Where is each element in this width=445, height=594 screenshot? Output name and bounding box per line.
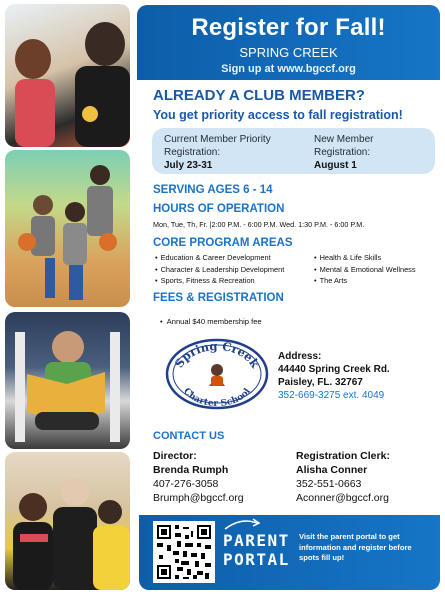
- clerk-email[interactable]: Aconner@bgccf.org: [296, 492, 389, 504]
- photo-staff-group: [5, 452, 130, 590]
- current-dates: July 23-31: [164, 160, 213, 171]
- program-item: • The Arts: [314, 275, 416, 287]
- qr-code-icon[interactable]: [153, 521, 215, 583]
- program-item: • Character & Leadership Development: [155, 264, 284, 276]
- programs-heading: CORE PROGRAM AREAS: [153, 237, 293, 249]
- director-name: Brenda Rumph: [153, 464, 229, 476]
- photo-kids-basketball: [5, 150, 130, 307]
- current-label-line2: Registration:: [164, 147, 221, 158]
- new-label-line2: Registration:: [314, 147, 371, 158]
- spring-creek-logo: [165, 338, 269, 410]
- header-banner: [137, 5, 440, 80]
- director-contact: [153, 449, 244, 505]
- portal-word-parent: PARENT: [223, 531, 290, 550]
- parent-portal-label: [223, 531, 290, 569]
- location-name: SPRING CREEK: [239, 45, 338, 60]
- current-member-registration: [164, 133, 271, 172]
- parent-portal-banner[interactable]: [139, 515, 440, 590]
- new-dates: August 1: [314, 160, 357, 171]
- priority-subheading: You get priority access to fall registration!: [153, 108, 403, 122]
- ages-heading: SERVING AGES 6 - 14: [153, 184, 273, 196]
- program-list-right: [314, 252, 416, 287]
- registration-dates-box: [152, 128, 435, 174]
- program-item: • Health & Life Skills: [314, 252, 416, 264]
- logo-bottom-text: Charter School: [181, 386, 253, 410]
- address-street: 44440 Spring Creek Rd.: [278, 364, 390, 375]
- address-block: [278, 350, 390, 402]
- address-phone[interactable]: 352-669-3275 ext. 4049: [278, 390, 385, 401]
- program-list-left: [155, 252, 284, 287]
- program-item: • Sports, Fitness & Recreation: [155, 275, 284, 287]
- fee-item: • Annual $40 membership fee: [160, 317, 262, 326]
- address-label: Address:: [278, 351, 322, 362]
- portal-word-portal: PORTAL: [223, 550, 290, 569]
- hours-heading: HOURS OF OPERATION: [153, 203, 285, 215]
- hours-text: Mon, Tue, Th, Fr. |2:00 P.M. - 6:00 P.M. Wed. 1:30 P.M. - 6:00 P.M.: [153, 220, 365, 229]
- current-label-line1: Current Member Priority: [164, 134, 271, 145]
- member-heading: ALREADY A CLUB MEMBER?: [153, 87, 365, 104]
- clerk-role: Registration Clerk:: [296, 450, 390, 462]
- portal-instructions: Visit the parent portal to get information and register before spots fill up!: [299, 532, 412, 562]
- clerk-contact: [296, 449, 390, 505]
- clerk-name: Alisha Conner: [296, 464, 368, 476]
- curved-arrow-icon: [223, 517, 263, 531]
- contact-heading: CONTACT US: [153, 430, 225, 442]
- signup-url[interactable]: Sign up at www.bgccf.org: [221, 63, 356, 75]
- clerk-phone[interactable]: 352-551-0663: [296, 478, 362, 490]
- new-label-line1: New Member: [314, 134, 374, 145]
- director-role: Director:: [153, 450, 197, 462]
- address-city: Paisley, FL. 32767: [278, 377, 363, 388]
- logo-top-text: Spring Creek: [171, 338, 263, 371]
- new-member-registration: [314, 133, 373, 172]
- page-title: Register for Fall!: [191, 14, 386, 41]
- program-item: • Education & Career Development: [155, 252, 284, 264]
- director-phone[interactable]: 407-276-3058: [153, 478, 219, 490]
- photo-girl-and-mentor: [5, 4, 130, 147]
- fees-heading: FEES & REGISTRATION: [153, 292, 284, 304]
- director-email[interactable]: Brumph@bgccf.org: [153, 492, 244, 504]
- photo-boy-reading: [5, 312, 130, 449]
- program-item: • Mental & Emotional Wellness: [314, 264, 416, 276]
